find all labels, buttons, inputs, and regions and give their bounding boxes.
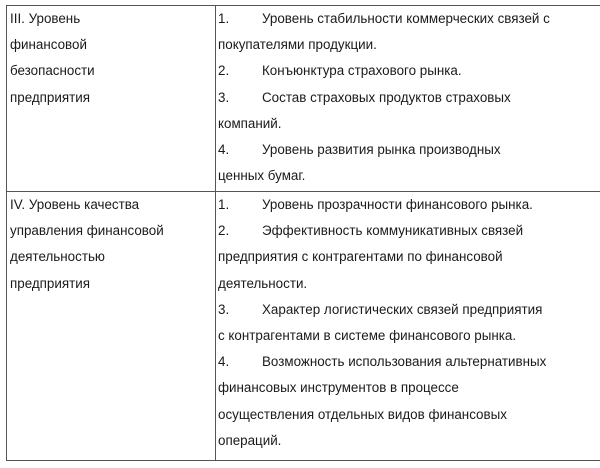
item-number: 2.	[218, 223, 230, 239]
level-label	[10, 6, 215, 111]
item-text: Уровень стабильности коммерческих связей с	[262, 11, 550, 26]
level-line: предприятия	[10, 89, 90, 105]
list-item	[218, 349, 600, 454]
level-line: деятельностью	[10, 249, 105, 265]
item-text: осуществления отдельных видов финансовых	[218, 406, 507, 422]
level-line: IV. Уровень качества	[10, 197, 140, 212]
factors-table	[6, 5, 600, 461]
item-text: Уровень развития рынка производных	[262, 142, 501, 158]
level-line: III. Уровень	[10, 11, 81, 26]
item-text: покупателями продукции.	[218, 37, 377, 53]
item-number: 2.	[218, 63, 230, 79]
item-text: финансовых инструментов в процессе	[218, 380, 459, 396]
item-text: Состав страховых продуктов страховых	[262, 89, 511, 105]
list-item	[218, 297, 600, 349]
item-number: 1.	[218, 11, 230, 26]
list-item	[218, 192, 600, 218]
item-text: Возможность использования альтернативных	[262, 354, 547, 370]
level-cell	[7, 192, 216, 461]
table-row	[7, 6, 600, 192]
item-text: операций.	[218, 432, 282, 448]
list-item	[218, 218, 600, 297]
item-text: Характер логистических связей предприятия	[262, 301, 543, 317]
item-text: с контрагентами в системе финансового рынка.	[218, 328, 517, 344]
list-item	[218, 58, 600, 84]
list-item	[218, 6, 600, 58]
level-label	[10, 192, 215, 297]
item-text: предприятия с контрагентами по финансовой	[218, 249, 503, 265]
factors-cell	[216, 192, 600, 461]
item-text: ценных бумаг.	[218, 168, 306, 184]
table-row	[7, 192, 600, 461]
level-line: управления финансовой	[10, 223, 164, 239]
list-item	[218, 85, 600, 137]
item-text: Конъюнктура страхового рынка.	[262, 63, 462, 79]
item-number: 3.	[218, 301, 230, 317]
item-text: компаний.	[218, 115, 282, 131]
factors-cell	[216, 6, 600, 192]
level-line: предприятия	[10, 275, 90, 291]
level-cell	[7, 6, 216, 192]
level-line: финансовой	[10, 37, 87, 53]
item-text: Эффективность коммуникативных связей	[262, 223, 524, 239]
level-line: безопасности	[10, 63, 95, 79]
list-item	[218, 137, 600, 189]
item-number: 4.	[218, 142, 230, 158]
item-text: деятельности.	[218, 275, 308, 291]
item-number: 3.	[218, 89, 230, 105]
item-number: 1.	[218, 197, 230, 212]
item-text: Уровень прозрачности финансового рынка.	[262, 197, 533, 212]
item-number: 4.	[218, 354, 230, 370]
